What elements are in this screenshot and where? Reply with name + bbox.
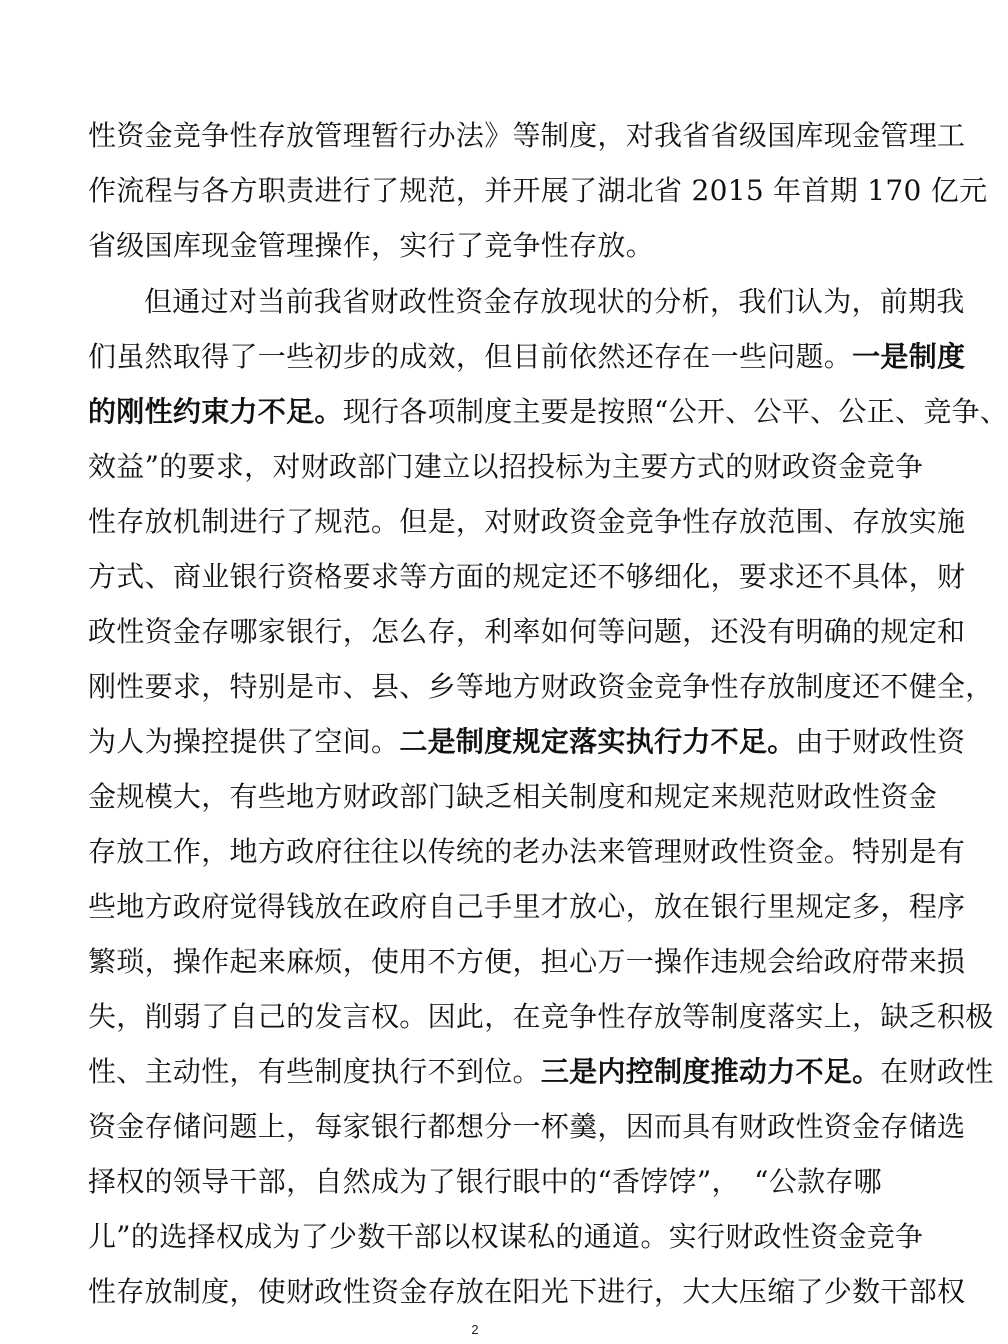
bold-heading-span: 二是制度规定落实执行力不足。 xyxy=(399,725,796,758)
text-span: 作流程与各方职责进行了规范，并开展了湖北省 2015 年首期 170 亿元 xyxy=(88,174,988,207)
text-line xyxy=(88,777,938,817)
text-line xyxy=(88,171,988,211)
text-span: 政性资金存哪家银行，怎么存，利率如何等问题，还没有明确的规定和 xyxy=(88,615,966,648)
text-line xyxy=(88,392,1008,432)
text-span: 资金存储问题上，每家银行都想分一杯羹，因而具有财政性资金存储选 xyxy=(88,1110,966,1143)
text-span: 刚性要求，特别是市、县、乡等地方财政资金竞争性存放制度还不健全， xyxy=(88,670,994,703)
text-line xyxy=(88,722,966,762)
text-span: 效益”的要求，对财政部门建立以招投标为主要方式的财政资金竞争 xyxy=(88,450,924,483)
text-line xyxy=(88,226,864,266)
text-line xyxy=(88,1107,966,1147)
text-span: 现行各项制度主要是按照“公开、公平、公正、竞争、 xyxy=(342,395,1008,428)
text-line xyxy=(88,1217,924,1257)
text-span: 省级国库现金管理操作，实行了竞争性存放。 xyxy=(88,229,655,262)
text-span: 为人为操控提供了空间。 xyxy=(88,725,400,758)
text-span: 繁琐，操作起来麻烦，使用不方便，担心万一操作违规会给政府带来损 xyxy=(88,945,966,978)
text-line xyxy=(88,942,966,982)
text-span: 儿”的选择权成为了少数干部以权谋私的通道。实行财政性资金竞争 xyxy=(88,1220,924,1253)
text-span: 方式、商业银行资格要求等方面的规定还不够细化，要求还不具体，财 xyxy=(88,560,966,593)
text-span: 存放工作，地方政府往往以传统的老办法来管理财政性资金。特别是有 xyxy=(88,835,966,868)
text-span: 择权的领导干部，自然成为了银行眼中的“香饽饽”， “公款存哪 xyxy=(88,1165,882,1198)
text-line xyxy=(88,337,966,377)
text-span: 些地方政府觉得钱放在政府自己手里才放心，放在银行里规定多，程序 xyxy=(88,890,966,923)
paragraph-first-line xyxy=(144,282,965,322)
text-span: 性存放制度，使财政性资金存放在阳光下进行，大大压缩了少数干部权 xyxy=(88,1275,966,1308)
bold-heading-span: 的刚性约束力不足。 xyxy=(88,395,343,428)
text-line xyxy=(88,1162,882,1202)
text-line xyxy=(88,502,966,542)
text-span: 性资金竞争性存放管理暂行办法》等制度，对我省省级国库现金管理工 xyxy=(88,119,966,152)
bold-heading-span: 三是内控制度推动力不足。 xyxy=(540,1055,881,1088)
text-span: 在财政性 xyxy=(880,1055,994,1088)
text-line xyxy=(88,612,966,652)
text-span: 金规模大，有些地方财政部门缺乏相关制度和规定来规范财政性资金 xyxy=(88,780,938,813)
text-span: 性、主动性，有些制度执行不到位。 xyxy=(88,1055,541,1088)
text-line xyxy=(88,997,994,1037)
text-span: 由于财政性资 xyxy=(795,725,966,758)
text-line xyxy=(88,1052,994,1092)
text-line xyxy=(88,557,966,597)
text-span: 失，削弱了自己的发言权。因此，在竞争性存放等制度落实上，缺乏积极 xyxy=(88,1000,994,1033)
bold-heading-span: 一是制度 xyxy=(852,340,966,373)
text-span: 但通过对当前我省财政性资金存放现状的分析，我们认为，前期我 xyxy=(144,285,965,318)
text-span: 们虽然取得了一些初步的成效，但目前依然还存在一些问题。 xyxy=(88,340,853,373)
text-line xyxy=(88,887,966,927)
text-line xyxy=(88,667,994,707)
text-line xyxy=(88,447,924,487)
text-line xyxy=(88,832,966,872)
text-line xyxy=(88,1272,966,1312)
text-line xyxy=(88,116,966,156)
page-number: 2 xyxy=(471,1322,479,1337)
text-span: 性存放机制进行了规范。但是，对财政资金竞争性存放范围、存放实施 xyxy=(88,505,966,538)
